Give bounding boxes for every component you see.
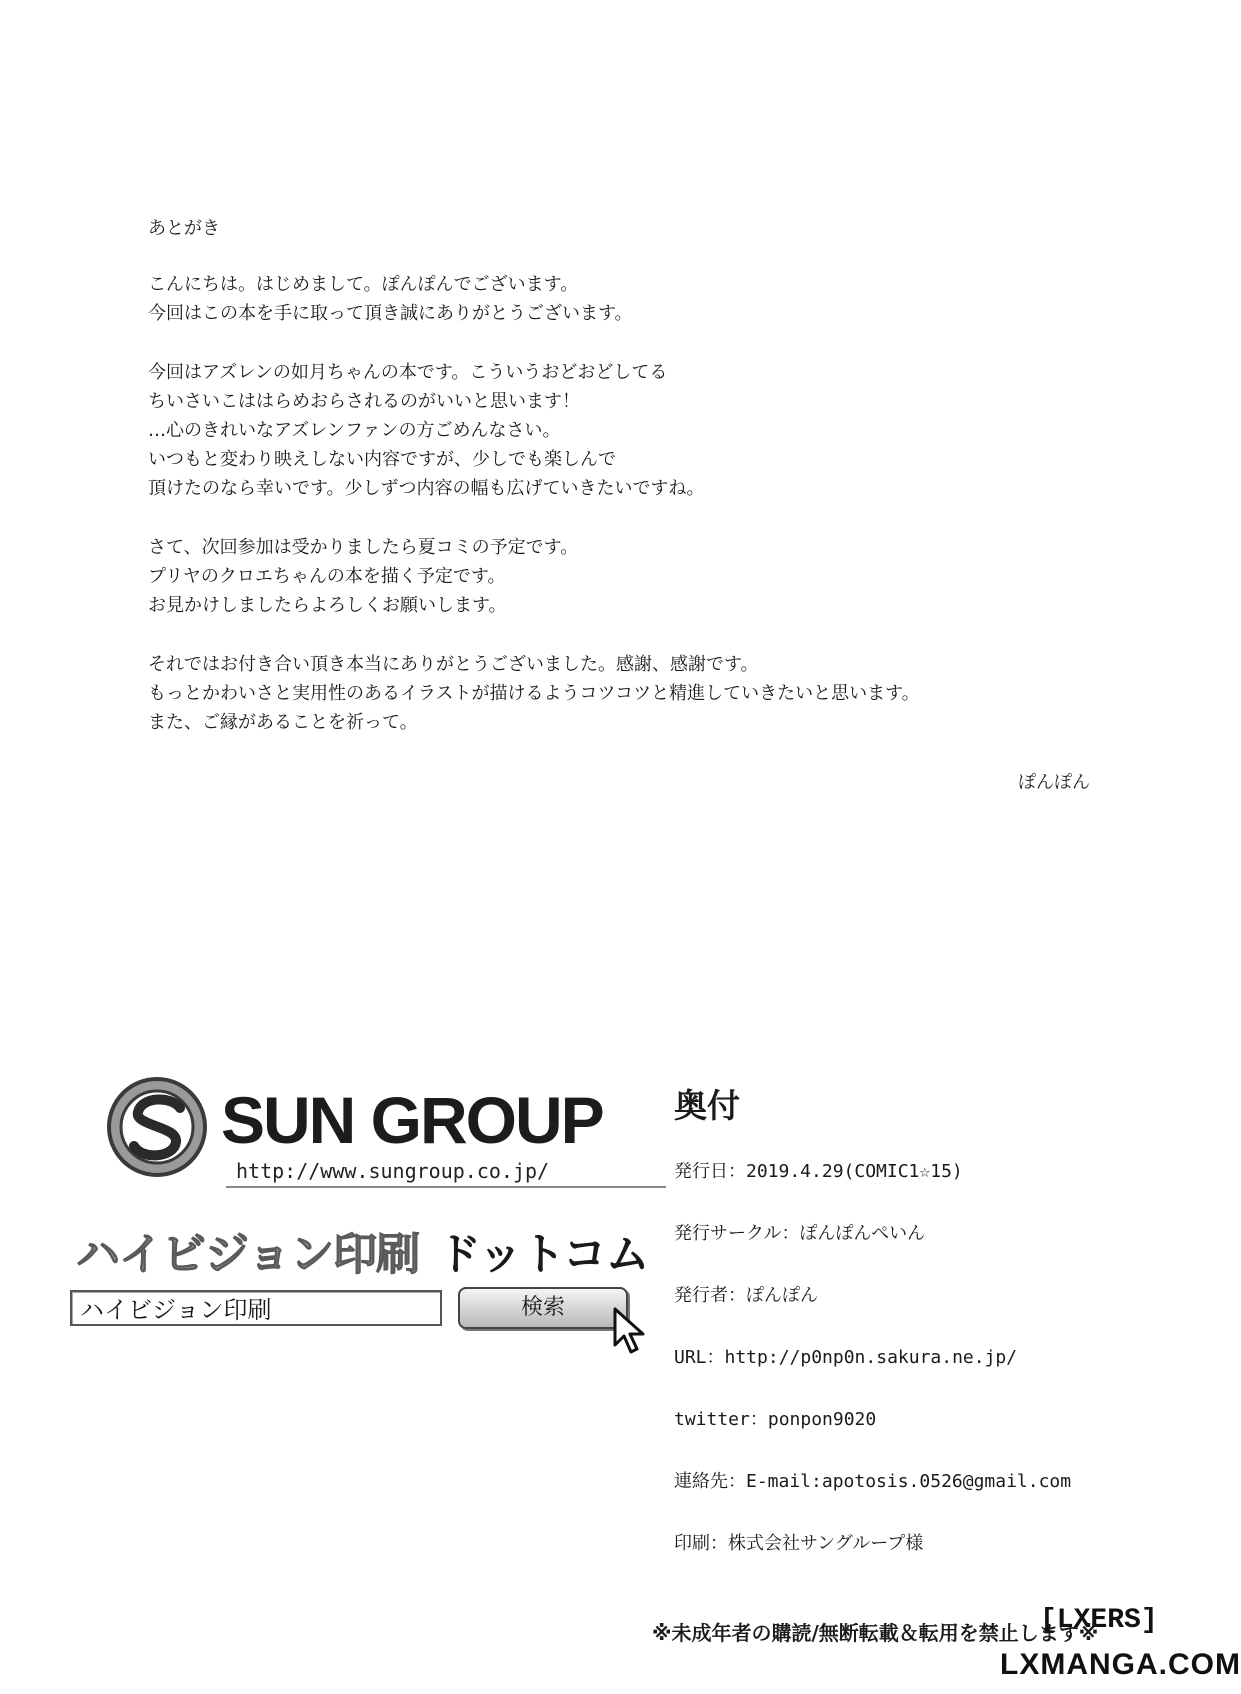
- afterword-paragraph: [148, 358, 1088, 503]
- brand-url: http://www.sungroup.co.jp/: [236, 1159, 550, 1183]
- afterword-line: こんにちは。はじめまして。ぽんぽんでございます。: [148, 274, 579, 295]
- reproduction-notice: ※未成年者の購読/無断転載＆転用を禁止します※: [652, 1621, 1099, 1645]
- colophon-printer: 印刷：株式会社サングループ様: [674, 1533, 924, 1554]
- afterword-paragraph: [148, 650, 1088, 737]
- afterword-line: もっとかわいさと実用性のあるイラストが描けるようコツコツと精進していきたいと思います。: [148, 683, 920, 704]
- watermark-site: LXMANGA.COM: [1000, 1648, 1241, 1681]
- afterword-line: それではお付き合い頂き本当にありがとうございました。感謝、感謝です。: [148, 654, 759, 675]
- search-input[interactable]: ハイビジョン印刷: [70, 1290, 442, 1326]
- afterword-line: 今回はアズレンの如月ちゃんの本です。こういうおどおどしてる: [148, 362, 668, 383]
- print-banner: [76, 1218, 649, 1282]
- author-signature: ぽんぽん: [1018, 772, 1090, 793]
- colophon-circle: 発行サークル：ぽんぽんぺいん: [674, 1223, 926, 1244]
- mouse-cursor-icon: [613, 1307, 647, 1355]
- afterword-title: あとがき: [148, 218, 220, 239]
- colophon-publish-date: 発行日：2019.4.29(COMIC1☆15): [674, 1161, 963, 1182]
- colophon-title: 奥付: [674, 1086, 740, 1125]
- afterword-line: いつもと変わり映えしない内容ですが、少しでも楽しんで: [148, 449, 616, 470]
- search-button[interactable]: 検索: [458, 1287, 628, 1329]
- afterword-line: さて、次回参加は受かりましたら夏コミの予定です。: [148, 537, 579, 558]
- banner-text-main: ハイビジョン印刷: [76, 1229, 420, 1280]
- afterword-paragraph: [148, 270, 1088, 328]
- watermark-group: [LXERS]: [1040, 1605, 1158, 1636]
- url-underline: [226, 1186, 666, 1188]
- afterword-line: お見かけしましたらよろしくお願いします。: [148, 595, 507, 616]
- afterword-paragraph: [148, 533, 1088, 620]
- colophon-list: [674, 1160, 1071, 1594]
- sun-group-logo-icon: [102, 1072, 212, 1182]
- sun-group-logo: [96, 1070, 676, 1190]
- colophon-twitter: twitter：ponpon9020: [674, 1409, 877, 1430]
- afterword: [148, 214, 1088, 767]
- colophon-contact: 連絡先：E-mail:apotosis.0526@gmail.com: [674, 1471, 1072, 1492]
- afterword-line: …心のきれいなアズレンファンの方ごめんなさい。: [148, 420, 561, 441]
- colophon-url: URL：http://p0np0n.sakura.ne.jp/: [674, 1347, 1018, 1368]
- afterword-line: また、ご縁があることを祈って。: [148, 712, 418, 733]
- banner-text-dotcom: ドットコム: [437, 1229, 649, 1280]
- colophon-publisher: 発行者：ぽんぽん: [674, 1285, 818, 1306]
- afterword-line: 今回はこの本を手に取って頂き誠にありがとうございます。: [148, 303, 633, 324]
- afterword-line: プリヤのクロエちゃんの本を描く予定です。: [148, 566, 506, 587]
- afterword-line: ちいさいこははらめおらされるのがいいと思います！: [148, 391, 580, 412]
- afterword-line: 頂けたのなら幸いです。少しずつ内容の幅も広げていきたいですね。: [148, 478, 705, 499]
- brand-name: SUN GROUP: [221, 1083, 603, 1157]
